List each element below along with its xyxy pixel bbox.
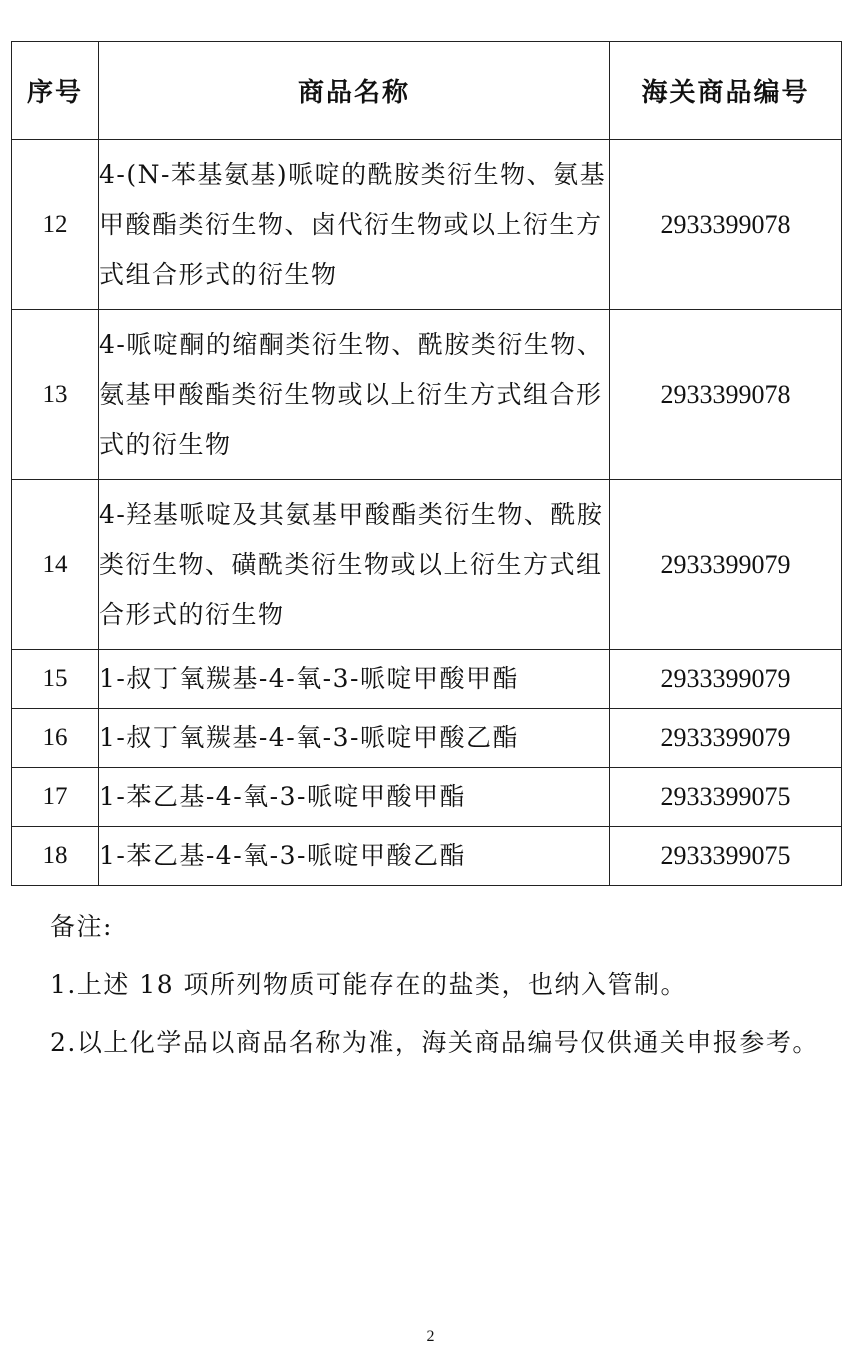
- table-row: [12, 480, 842, 650]
- row-code: 2933399079: [610, 709, 842, 768]
- row-seq: 12: [12, 140, 99, 310]
- row-seq: 14: [12, 480, 99, 650]
- row-name: 1-苯乙基-4-氧-3-哌啶甲酸乙酯: [99, 827, 610, 886]
- table-row: [12, 709, 842, 768]
- row-seq: 15: [12, 650, 99, 709]
- row-seq: 13: [12, 310, 99, 480]
- header-seq: 序号: [12, 42, 99, 140]
- row-seq: 18: [12, 827, 99, 886]
- table-header-row: [12, 42, 842, 140]
- table-row: [12, 310, 842, 480]
- header-name: 商品名称: [99, 42, 610, 140]
- row-code: 2933399079: [610, 480, 842, 650]
- row-code: 2933399078: [610, 310, 842, 480]
- table-row: [12, 650, 842, 709]
- row-name: 1-叔丁氧羰基-4-氧-3-哌啶甲酸甲酯: [99, 650, 610, 709]
- note-item: 2.以上化学品以商品名称为准，海关商品编号仅供通关申报参考。: [50, 1028, 819, 1057]
- notes-section: [50, 898, 830, 1072]
- row-seq: 17: [12, 768, 99, 827]
- notes-heading: 备注:: [50, 912, 113, 941]
- row-code: 2933399078: [610, 140, 842, 310]
- row-name: 4-羟基哌啶及其氨基甲酸酯类衍生物、酰胺类衍生物、磺酰类衍生物或以上衍生方式组合形式的衍生物: [99, 480, 610, 650]
- table-row: [12, 827, 842, 886]
- note-item: 1.上述 18 项所列物质可能存在的盐类，也纳入管制。: [50, 970, 688, 999]
- header-code: 海关商品编号: [610, 42, 842, 140]
- row-code: 2933399075: [610, 827, 842, 886]
- row-seq: 16: [12, 709, 99, 768]
- row-name: 4-哌啶酮的缩酮类衍生物、酰胺类衍生物、氨基甲酸酯类衍生物或以上衍生方式组合形式的衍生物: [99, 310, 610, 480]
- controlled-chemicals-table: [11, 41, 842, 886]
- row-name: 1-叔丁氧羰基-4-氧-3-哌啶甲酸乙酯: [99, 709, 610, 768]
- table-row: [12, 140, 842, 310]
- row-name: 4-(N-苯基氨基)哌啶的酰胺类衍生物、氨基甲酸酯类衍生物、卤代衍生物或以上衍生方式组合形式的衍生物: [99, 140, 610, 310]
- page-number: 2: [426, 1328, 435, 1345]
- row-name: 1-苯乙基-4-氧-3-哌啶甲酸甲酯: [99, 768, 610, 827]
- row-code: 2933399079: [610, 650, 842, 709]
- row-code: 2933399075: [610, 768, 842, 827]
- table-row: [12, 768, 842, 827]
